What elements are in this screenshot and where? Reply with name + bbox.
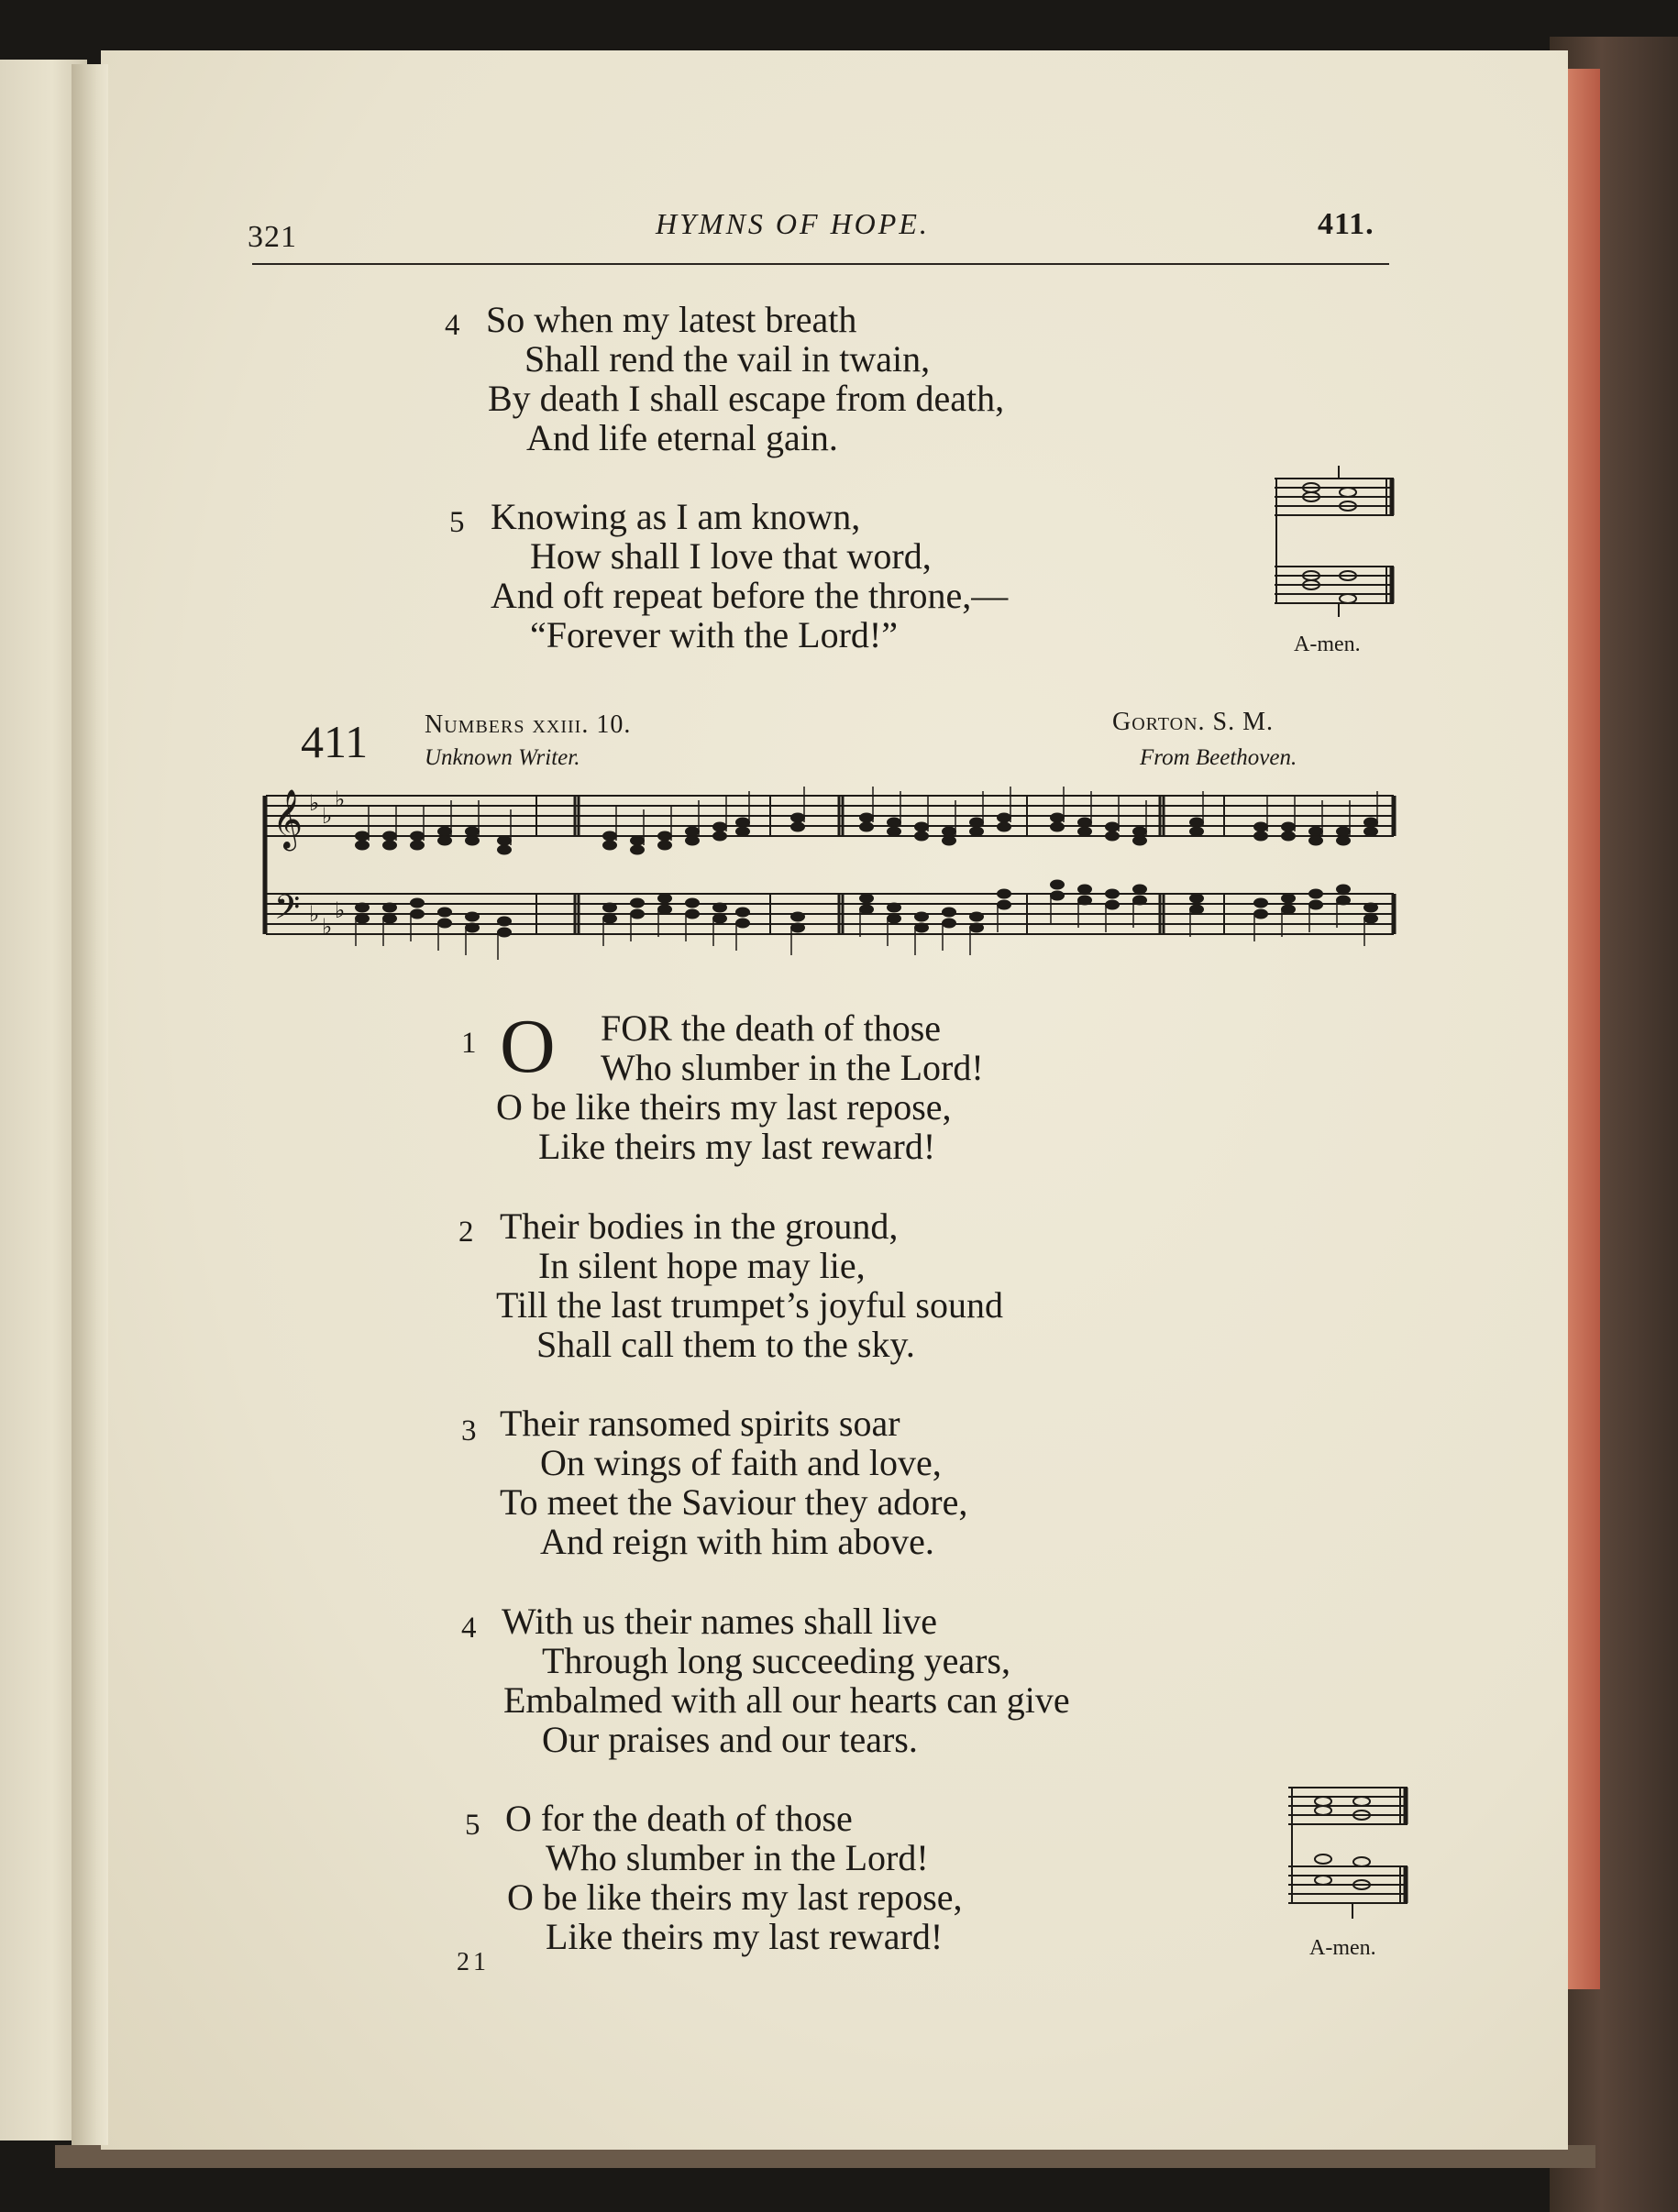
verse-line: Who slumber in the Lord! [546, 1837, 929, 1878]
note-head [1105, 889, 1120, 899]
note-head [602, 914, 617, 924]
note-head [887, 903, 901, 913]
verse-line: Who slumber in the Lord! [601, 1047, 984, 1088]
note-head [735, 827, 750, 837]
running-title: HYMNS OF HOPE. [656, 207, 930, 240]
note-head [1253, 898, 1268, 908]
note-head [1132, 885, 1147, 895]
note-head [997, 813, 1011, 823]
note-head [1050, 822, 1065, 832]
note-head [437, 827, 452, 837]
note-head [1132, 827, 1147, 837]
verse-line: O be like theirs my last repose, [507, 1876, 963, 1918]
note-head [1050, 880, 1065, 890]
header-rule [252, 263, 1389, 265]
note-head [382, 831, 397, 842]
note-head [790, 813, 805, 823]
verse-line: O be like theirs my last repose, [496, 1086, 952, 1128]
signature-mark: 21 [457, 1948, 490, 1976]
note-head [657, 831, 672, 842]
amen-label: A-men. [1294, 633, 1361, 656]
flat-sign: ♭ [322, 803, 333, 829]
verse-line: With us their names shall live [502, 1601, 937, 1642]
note-head [1363, 818, 1378, 828]
note-head [1336, 896, 1351, 906]
note-head [497, 845, 512, 855]
note-head [630, 836, 645, 846]
note-head [914, 912, 929, 922]
note-head [1050, 891, 1065, 901]
note-head [1281, 831, 1296, 842]
note-head [410, 831, 425, 842]
verse-line: And oft repeat before the throne,— [491, 575, 1009, 616]
note-head [497, 928, 512, 938]
gutter [72, 64, 108, 2145]
note-head [602, 831, 617, 842]
note-head [1189, 827, 1204, 837]
note-head [887, 914, 901, 924]
note-head [735, 908, 750, 918]
verse-line: How shall I love that word, [530, 535, 932, 577]
note-head [437, 836, 452, 846]
treble-clef: 𝄞 [272, 789, 304, 849]
note-head [355, 914, 370, 924]
note-head [1077, 818, 1092, 828]
note-head [1281, 822, 1296, 832]
note-head [969, 923, 984, 933]
scripture-reference: Numbers xxiii. 10. [425, 710, 632, 739]
note-head [859, 905, 874, 915]
note-head [1253, 909, 1268, 919]
author: Unknown Writer. [425, 745, 580, 770]
note-head [1253, 822, 1268, 832]
verse-number: 1 [461, 1027, 477, 1060]
verse-line: Embalmed with all our hearts can give [503, 1679, 1070, 1721]
note-head [1363, 827, 1378, 837]
note-head [685, 836, 700, 846]
note-head [355, 831, 370, 842]
verse-line: On wings of faith and love, [540, 1442, 942, 1483]
note-head [1308, 900, 1323, 910]
verse-line: Their bodies in the ground, [500, 1205, 899, 1247]
note-head [1189, 905, 1204, 915]
hymn-number-header: 411. [1318, 207, 1374, 241]
verse-line: Shall call them to the sky. [536, 1324, 915, 1365]
note-head [1308, 889, 1323, 899]
note-head [969, 912, 984, 922]
note-head [859, 813, 874, 823]
note-head [1336, 885, 1351, 895]
note-head [355, 903, 370, 913]
verse-number: 4 [461, 1612, 477, 1645]
note-head [1336, 836, 1351, 846]
amen-music-top [1275, 466, 1398, 622]
note-head [630, 845, 645, 855]
note-head [712, 914, 727, 924]
note-head [887, 827, 901, 837]
note-head [859, 822, 874, 832]
note-head [969, 818, 984, 828]
verse-line: O for the death of those [505, 1798, 853, 1839]
verse-line: Like theirs my last reward! [546, 1916, 944, 1957]
note-head [382, 903, 397, 913]
note-head [914, 923, 929, 933]
verse-line: Through long succeeding years, [542, 1640, 1010, 1681]
note-head [1189, 818, 1204, 828]
note-head [497, 917, 512, 927]
note-head [859, 894, 874, 904]
note-head [630, 909, 645, 919]
note-head [685, 909, 700, 919]
note-head [382, 841, 397, 851]
note-head [997, 822, 1011, 832]
note-head [1105, 831, 1120, 842]
note-head [1132, 896, 1147, 906]
amen-label: A-men. [1309, 1936, 1376, 1960]
note-head [790, 822, 805, 832]
note-head [465, 827, 480, 837]
note-head [1281, 905, 1296, 915]
verse-line: And reign with him above. [540, 1521, 934, 1562]
composer: From Beethoven. [1140, 745, 1297, 770]
verse-line: Shall rend the vail in twain, [524, 338, 931, 380]
note-head [497, 836, 512, 846]
note-head [1077, 885, 1092, 895]
note-head [914, 822, 929, 832]
note-head [997, 889, 1011, 899]
note-head [1050, 813, 1065, 823]
note-head [1189, 894, 1204, 904]
tune-name: Gorton. S. M. [1112, 708, 1275, 736]
note-head [410, 898, 425, 908]
note-head [410, 841, 425, 851]
verse-line: By death I shall escape from death, [488, 378, 1005, 419]
note-head [1105, 822, 1120, 832]
verse-line: To meet the Saviour they adore, [500, 1481, 968, 1523]
note-head [410, 909, 425, 919]
note-head [712, 831, 727, 842]
note-head [465, 836, 480, 846]
verse-line: In silent hope may lie, [538, 1245, 866, 1286]
note-head [942, 827, 956, 837]
note-head [790, 923, 805, 933]
note-head [914, 831, 929, 842]
flat-sign: ♭ [335, 897, 346, 923]
flat-sign: ♭ [309, 901, 320, 927]
note-head [602, 903, 617, 913]
note-head [630, 898, 645, 908]
note-head [437, 919, 452, 929]
note-head [1336, 827, 1351, 837]
note-head [437, 908, 452, 918]
note-head [712, 903, 727, 913]
music-score [261, 779, 1398, 972]
note-head [657, 841, 672, 851]
note-head [1077, 896, 1092, 906]
verse-number: 5 [465, 1809, 480, 1842]
amen-music-bottom [1288, 1767, 1412, 1932]
verse-line: Till the last trumpet’s joyful sound [496, 1284, 1003, 1326]
note-head [942, 919, 956, 929]
flat-sign: ♭ [309, 790, 320, 816]
verse-line: Like theirs my last reward! [538, 1126, 936, 1167]
verse-number: 3 [461, 1414, 477, 1447]
note-head [942, 908, 956, 918]
note-head [465, 923, 480, 933]
verse-line: Knowing as I am known, [491, 496, 861, 537]
note-head [735, 919, 750, 929]
note-head [1105, 900, 1120, 910]
note-head [1363, 914, 1378, 924]
note-head [942, 836, 956, 846]
note-head [1077, 827, 1092, 837]
verse-line: FOR the death of those [601, 1007, 942, 1049]
note-head [1308, 827, 1323, 837]
flat-sign: ♭ [335, 787, 346, 812]
note-head [1281, 894, 1296, 904]
bass-clef: 𝄢 [274, 888, 301, 935]
note-head [1132, 836, 1147, 846]
note-head [685, 827, 700, 837]
hymn-number: 411 [301, 716, 369, 767]
note-head [355, 841, 370, 851]
verse-number: 2 [458, 1216, 474, 1249]
verse-line: So when my latest breath [486, 299, 857, 340]
verse-number: 5 [449, 506, 465, 539]
note-head [685, 898, 700, 908]
note-head [382, 914, 397, 924]
note-head [997, 900, 1011, 910]
verse-number: 4 [445, 309, 460, 342]
note-head [1253, 831, 1268, 842]
note-head [969, 827, 984, 837]
note-head [657, 894, 672, 904]
note-head [887, 818, 901, 828]
drop-cap: O [500, 1004, 556, 1089]
note-head [657, 905, 672, 915]
flat-sign: ♭ [322, 914, 333, 940]
note-head [602, 841, 617, 851]
left-page-number: 321 [248, 220, 297, 254]
note-head [735, 818, 750, 828]
note-head [465, 912, 480, 922]
note-head [1308, 836, 1323, 846]
verse-line: Their ransomed spirits soar [500, 1403, 900, 1444]
note-head [1363, 903, 1378, 913]
note-head [790, 912, 805, 922]
note-head [712, 822, 727, 832]
verse-line: Our praises and our tears. [542, 1719, 918, 1760]
verse-line: And life eternal gain. [526, 417, 838, 458]
verse-line: “Forever with the Lord!” [530, 614, 898, 655]
